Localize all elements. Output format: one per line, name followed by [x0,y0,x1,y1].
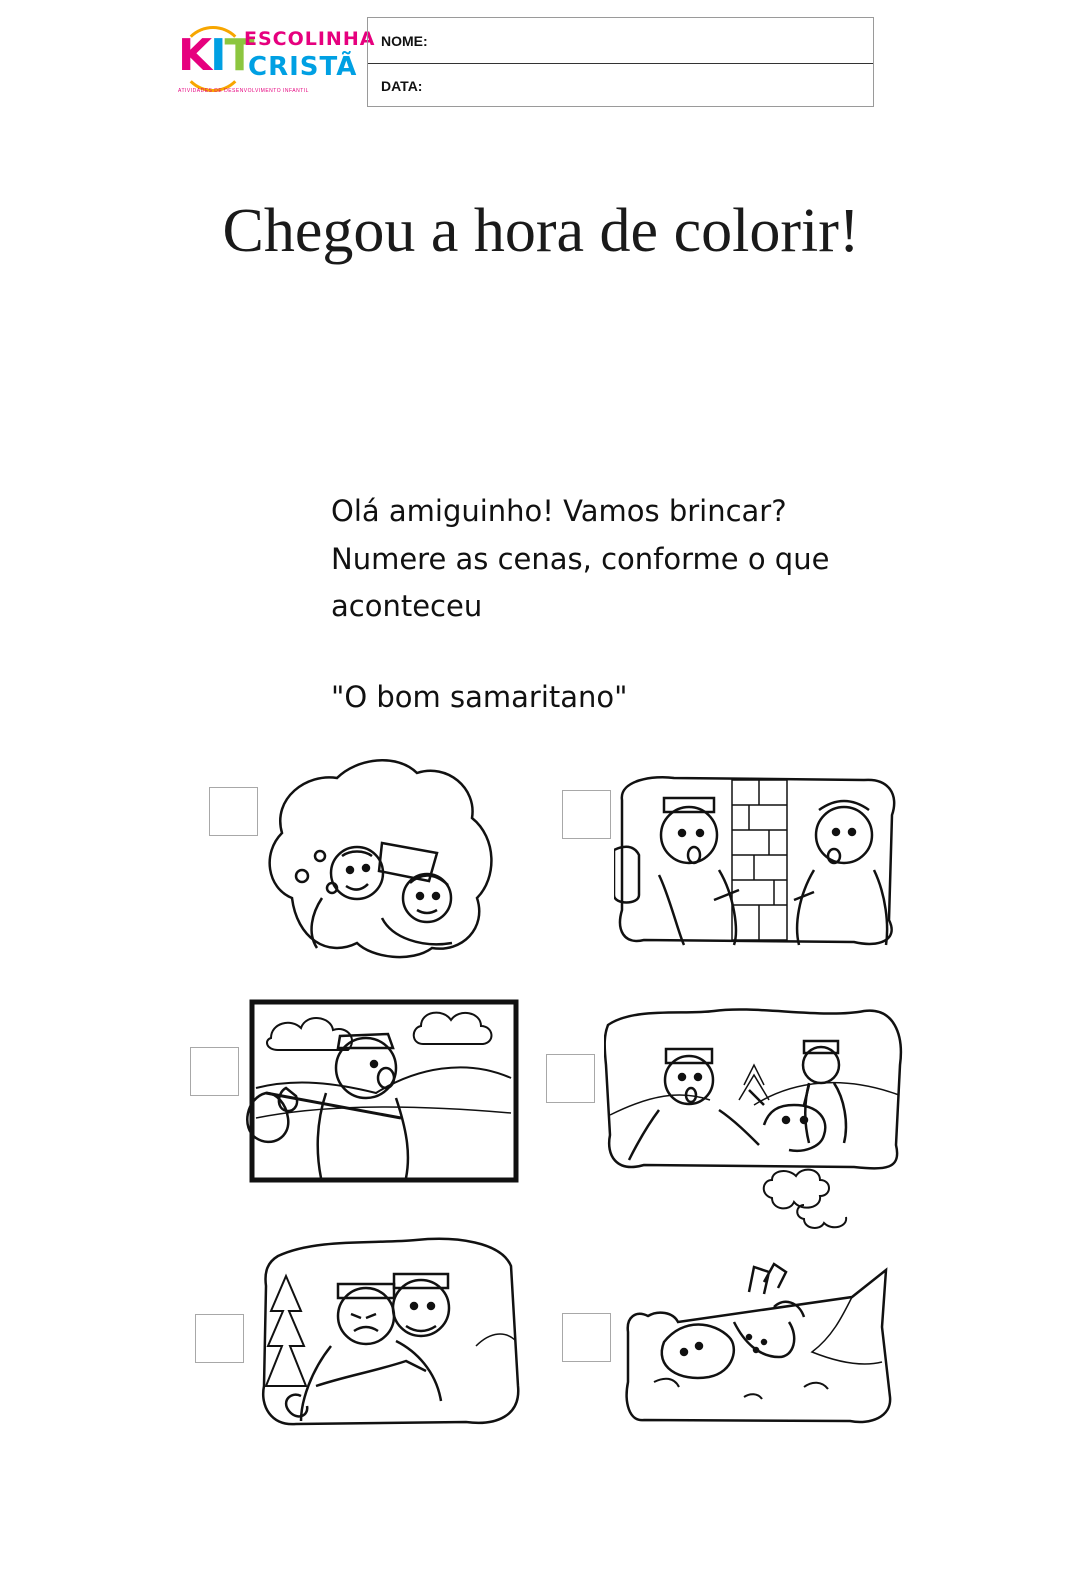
scene-4-number-box[interactable] [546,1054,595,1103]
logo-tagline: ATIVIDADES DE DESENVOLVIMENTO INFANTIL [178,88,309,94]
logo-line1: ESCOLINHA [244,28,376,50]
story-title: "O bom samaritano" [331,680,628,714]
robbers-attack-illustration [262,758,502,963]
samaritan-helping-illustration [256,1236,521,1432]
instructions-line1: Olá amiguinho! Vamos brincar? [331,494,787,528]
name-label: NOME: [381,33,428,49]
name-field[interactable] [368,18,873,64]
kit-escolinha-crista-logo [178,26,376,100]
scene-2-number-box[interactable] [562,790,611,839]
traveler-walking-illustration [246,998,522,1184]
logo-line2: CRISTÃ [248,52,358,82]
men-talking-illustration [614,770,904,950]
scene-1-number-box[interactable] [209,787,258,836]
samaritan-with-donkey-illustration [604,1005,904,1245]
date-label: DATA: [381,78,423,94]
logo-kit-text: KIT [178,30,253,81]
scene-3-number-box[interactable] [190,1047,239,1096]
name-date-box [367,17,874,107]
scene-6-number-box[interactable] [562,1313,611,1362]
instructions-line3: aconteceu [331,589,483,623]
date-field[interactable] [368,63,873,108]
instructions-line2: Numere as cenas, conforme o que [331,541,830,576]
man-lying-hurt-illustration [624,1262,896,1432]
scene-5-number-box[interactable] [195,1314,244,1363]
page-title: Chegou a hora de colorir! [222,197,860,265]
instructions [331,488,829,631]
